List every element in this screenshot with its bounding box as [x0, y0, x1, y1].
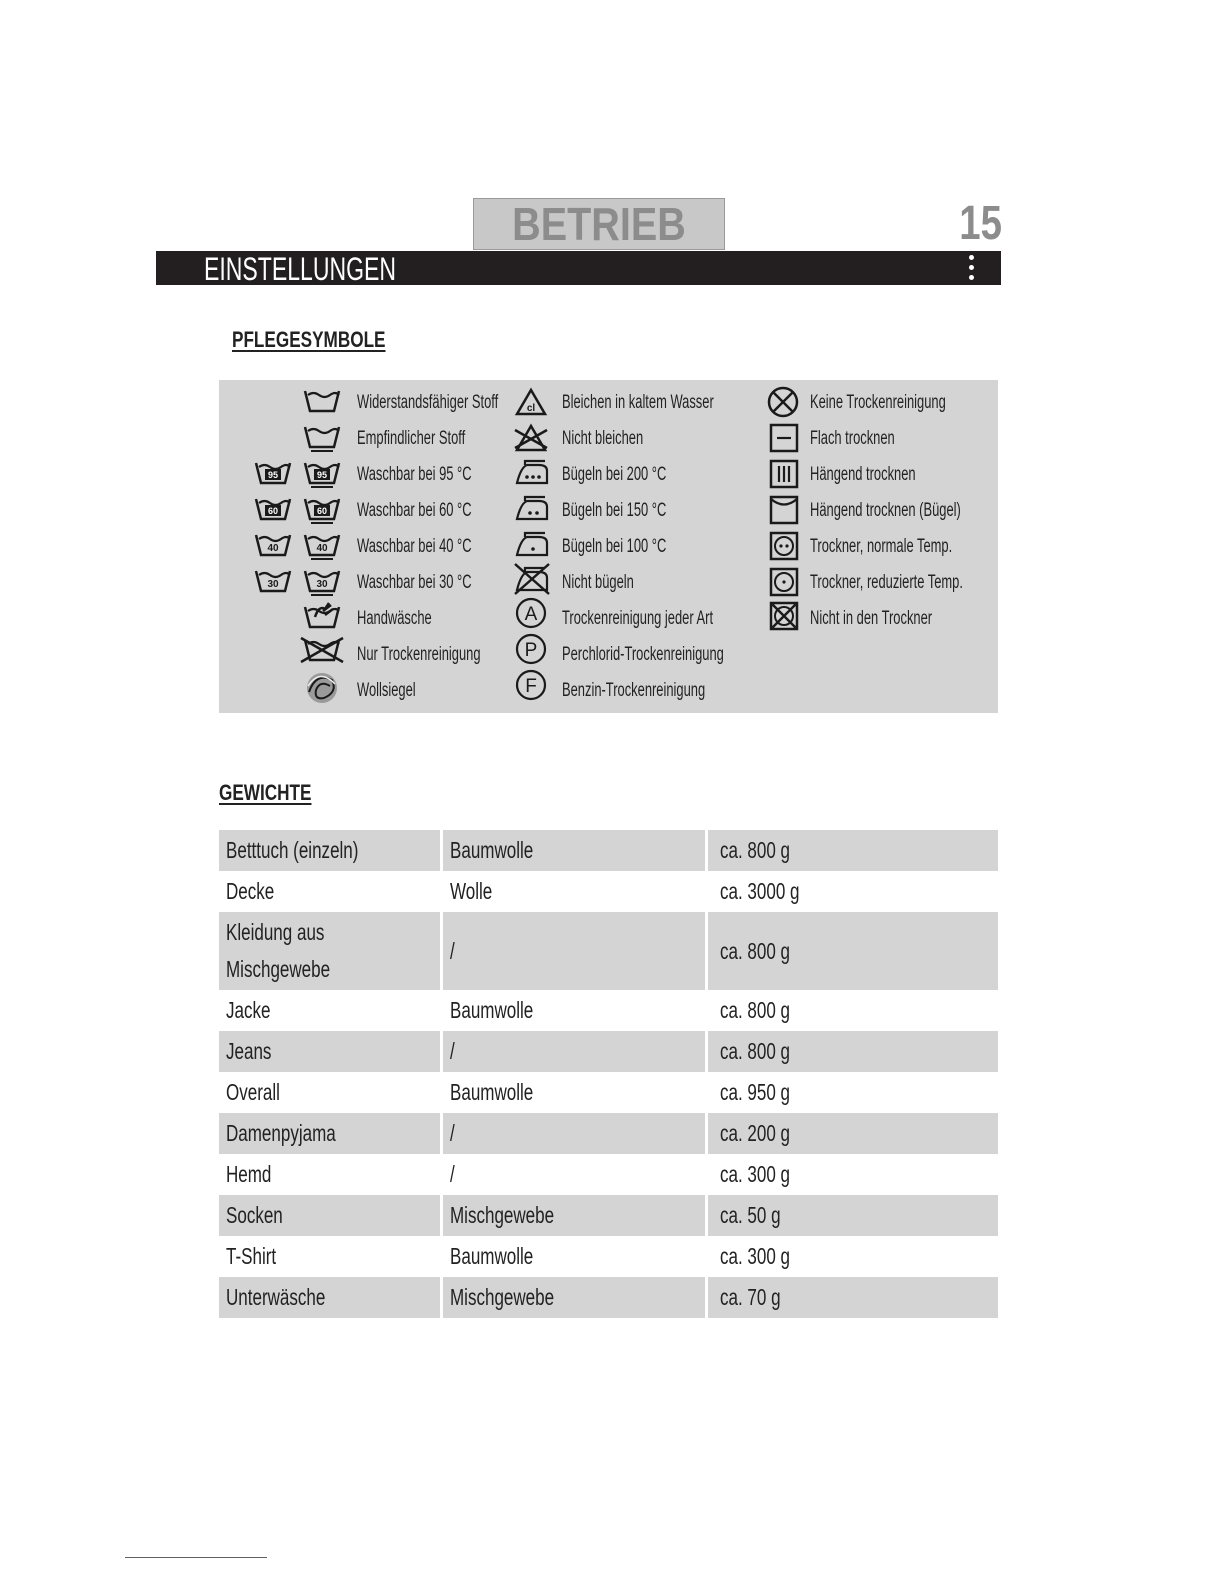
care-label: Widerstandsfähiger Stoff: [357, 392, 499, 413]
weight-cell: ca. 800 g: [720, 837, 791, 863]
material-cell: Baumwolle: [450, 1079, 534, 1105]
item-cell: Betttuch (einzeln): [226, 837, 359, 863]
table-row: [219, 1154, 998, 1195]
wash-95-icon: [256, 463, 339, 487]
material-cell: /: [450, 1038, 455, 1064]
wash-tub-gentle-icon: [305, 427, 339, 451]
weight-cell: ca. 800 g: [720, 937, 791, 964]
care-label: Bügeln bei 150 °C: [562, 500, 667, 521]
material-cell: /: [450, 937, 455, 964]
wash-60-icon: [256, 499, 339, 523]
wash-tub-icon: [305, 391, 339, 411]
svg-text:95: 95: [316, 470, 328, 480]
svg-text:95: 95: [267, 470, 279, 480]
item-cell: Overall: [226, 1079, 280, 1105]
svg-text:60: 60: [316, 506, 328, 516]
dryclean-p-icon: [517, 635, 545, 663]
weights-heading: GEWICHTE: [219, 780, 312, 805]
no-tumble-dry-icon: [771, 603, 797, 629]
weight-cell: ca. 950 g: [720, 1079, 791, 1105]
material-cell: Mischgewebe: [450, 1284, 555, 1310]
iron-3-dots-icon: [517, 461, 547, 483]
wash-30-icon: [256, 571, 339, 595]
chapter-title-box: [473, 198, 725, 250]
material-cell: Baumwolle: [450, 837, 534, 863]
table-row: [219, 912, 998, 990]
weight-cell: ca. 3000 g: [720, 878, 800, 904]
material-cell: /: [450, 1120, 455, 1146]
care-label: Trockner, reduzierte Temp.: [810, 572, 963, 593]
care-label: Perchlorid-Trockenreinigung: [562, 644, 724, 665]
item-cell: T-Shirt: [226, 1243, 277, 1269]
care-label: Bügeln bei 200 °C: [562, 464, 667, 485]
drip-dry-icon: [771, 461, 797, 487]
care-label: Nicht in den Trockner: [810, 608, 933, 629]
weight-cell: ca. 50 g: [720, 1202, 781, 1228]
care-label: Waschbar bei 95 °C: [357, 464, 472, 485]
care-label: Bügeln bei 100 °C: [562, 536, 667, 557]
material-cell: /: [450, 1161, 455, 1187]
weight-cell: ca. 800 g: [720, 1038, 791, 1064]
care-label: Trockenreinigung jeder Art: [562, 608, 714, 629]
care-label: Waschbar bei 30 °C: [357, 572, 472, 593]
care-symbols-panel: [219, 380, 998, 713]
care-label: Handwäsche: [357, 608, 432, 629]
table-row: [219, 1031, 998, 1072]
weights-table: [219, 830, 998, 1318]
item-cell: Socken: [226, 1202, 283, 1228]
care-label: Nur Trockenreinigung: [357, 644, 481, 665]
dryclean-a-icon: [517, 599, 545, 627]
care-symbols-heading: PFLEGESYMBOLE: [232, 327, 386, 352]
svg-text:P: P: [524, 640, 538, 661]
svg-text:A: A: [524, 604, 538, 625]
iron-1-dot-icon: [517, 533, 547, 555]
item-cell: Jacke: [226, 997, 271, 1023]
care-label: Hängend trocknen: [810, 464, 916, 485]
dots-icon: [968, 255, 976, 285]
svg-text:40: 40: [316, 543, 328, 554]
svg-text:30: 30: [316, 579, 328, 590]
care-label: Nicht bleichen: [562, 428, 644, 449]
svg-text:30: 30: [267, 579, 279, 590]
item-cell: Unterwäsche: [226, 1284, 326, 1310]
care-label: Keine Trockenreinigung: [810, 392, 946, 413]
material-cell: Wolle: [450, 878, 493, 904]
page-number: 15: [959, 197, 1002, 250]
weight-cell: ca. 70 g: [720, 1284, 781, 1310]
care-label: Empfindlicher Stoff: [357, 428, 466, 449]
table-row: [219, 1277, 998, 1318]
material-cell: Baumwolle: [450, 1243, 534, 1269]
wool-seal-icon: [307, 673, 337, 703]
table-row: [219, 871, 998, 912]
care-label: Benzin-Trockenreinigung: [562, 680, 706, 701]
hand-wash-icon: [305, 603, 339, 627]
no-iron-icon: [515, 564, 549, 594]
iron-2-dots-icon: [517, 497, 547, 519]
table-row: [219, 990, 998, 1031]
item-cell: Jeans: [226, 1038, 272, 1064]
svg-text:cl: cl: [526, 403, 536, 414]
svg-text:40: 40: [267, 543, 279, 554]
table-row: [219, 1072, 998, 1113]
care-label: Waschbar bei 60 °C: [357, 500, 472, 521]
material-cell: Baumwolle: [450, 997, 534, 1023]
tumble-dry-normal-icon: [771, 533, 797, 559]
footer-rule: [125, 1557, 267, 1558]
material-cell: Mischgewebe: [450, 1202, 555, 1228]
care-label: Flach trocknen: [810, 428, 895, 449]
table-row: [219, 830, 998, 871]
care-label: Trockner, normale Temp.: [810, 536, 953, 557]
do-not-wash-icon: [301, 638, 343, 662]
table-row: [219, 1236, 998, 1277]
tumble-dry-low-icon: [771, 569, 797, 595]
line-dry-icon: [771, 497, 797, 523]
item-cell: Kleidung aus Mischgewebe: [226, 919, 331, 982]
care-label: Waschbar bei 40 °C: [357, 536, 472, 557]
weight-cell: ca. 300 g: [720, 1161, 791, 1187]
svg-text:F: F: [525, 676, 537, 697]
weight-cell: ca. 300 g: [720, 1243, 791, 1269]
no-bleach-icon: [515, 426, 547, 450]
item-cell: Decke: [226, 878, 275, 904]
care-label: Wollsiegel: [357, 680, 416, 701]
weight-cell: ca. 200 g: [720, 1120, 791, 1146]
section-bar: [156, 251, 1001, 285]
care-label: Nicht bügeln: [562, 572, 634, 593]
wash-40-icon: [256, 535, 339, 559]
dryclean-f-icon: [517, 671, 545, 699]
item-cell: Hemd: [226, 1161, 272, 1187]
section-title: EINSTELLUNGEN: [204, 251, 397, 287]
chapter-title: BETRIEB: [512, 198, 686, 250]
table-row: [219, 1113, 998, 1154]
item-cell: Damenpyjama: [226, 1120, 336, 1146]
weight-cell: ca. 800 g: [720, 997, 791, 1023]
no-dryclean-icon: [769, 388, 797, 416]
table-row: [219, 1195, 998, 1236]
care-label: Hängend trocknen (Bügel): [810, 500, 961, 521]
care-label: Bleichen in kaltem Wasser: [562, 392, 714, 413]
bleach-cl-icon: [517, 390, 545, 414]
dry-flat-icon: [771, 425, 797, 451]
svg-text:60: 60: [267, 506, 279, 516]
